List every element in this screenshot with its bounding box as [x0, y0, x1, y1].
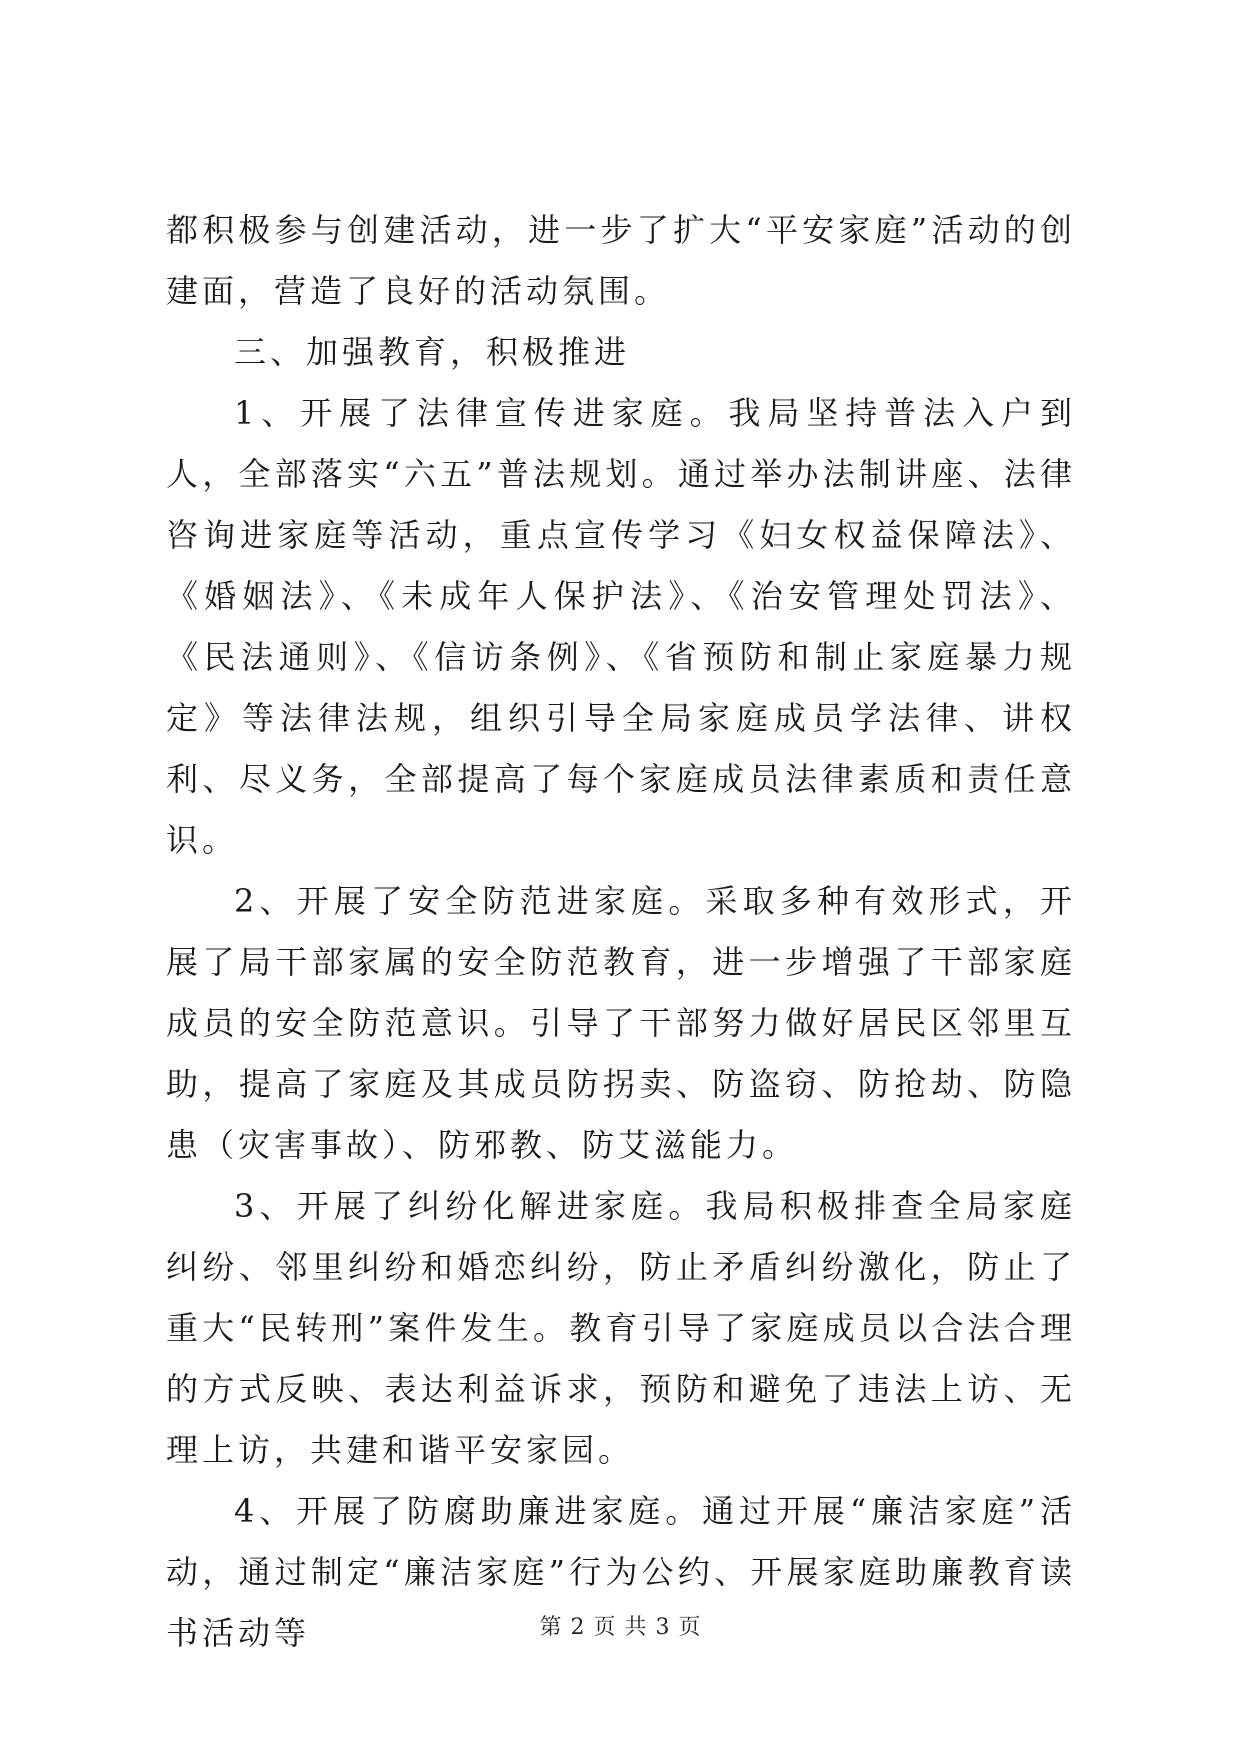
paragraph-legal-promotion: 1、开展了法律宣传进家庭。我局坚持普法入户到人，全部落实“六五”普法规划。通过举办法制讲座、法律咨询进家庭等活动，重点宣传学习《妇女权益保障法》、《婚姻法》、《未成年人保护法》、《治安管理处罚法》、《民法通则》、《信访条例》、《省预防和制止家庭暴力规定》等法律法规，组织引导全局家庭成员学法律、讲权利、尽义务，全部提高了每个家庭成员法律素质和责任意识。 — [166, 394, 1076, 859]
document-body — [166, 200, 1076, 1664]
paragraph-anti-corruption: 4、开展了防腐助廉进家庭。通过开展“廉洁家庭”活动，通过制定“廉洁家庭”行为公约、开展家庭助廉教育读书活动等 — [166, 1492, 1076, 1652]
paragraph-dispute-resolution: 3、开展了纠纷化解进家庭。我局积极排查全局家庭纠纷、邻里纠纷和婚恋纠纷，防止矛盾纠纷激化，防止了重大“民转刑”案件发生。教育引导了家庭成员以合法合理的方式反映、表达利益诉求，预防和避免了违法上访、无理上访，共建和谐平安家园。 — [166, 1187, 1076, 1469]
paragraph-safety-prevention: 2、开展了安全防范进家庭。采取多种有效形式，开展了局干部家属的安全防范教育，进一步增强了干部家庭成员的安全防范意识。引导了干部努力做好居民区邻里互助，提高了家庭及其成员防拐卖、防盗窃、防抢劫、防隐患（灾害事故）、防邪教、防艾滋能力。 — [166, 882, 1076, 1164]
paragraph-continuation: 都积极参与创建活动，进一步了扩大“平安家庭”活动的创建面，营造了良好的活动氛围。 — [166, 211, 1076, 310]
section-heading: 三、加强教育，积极推进 — [234, 333, 631, 371]
page-number-footer: 第 2 页 共 3 页 — [539, 1615, 702, 1640]
